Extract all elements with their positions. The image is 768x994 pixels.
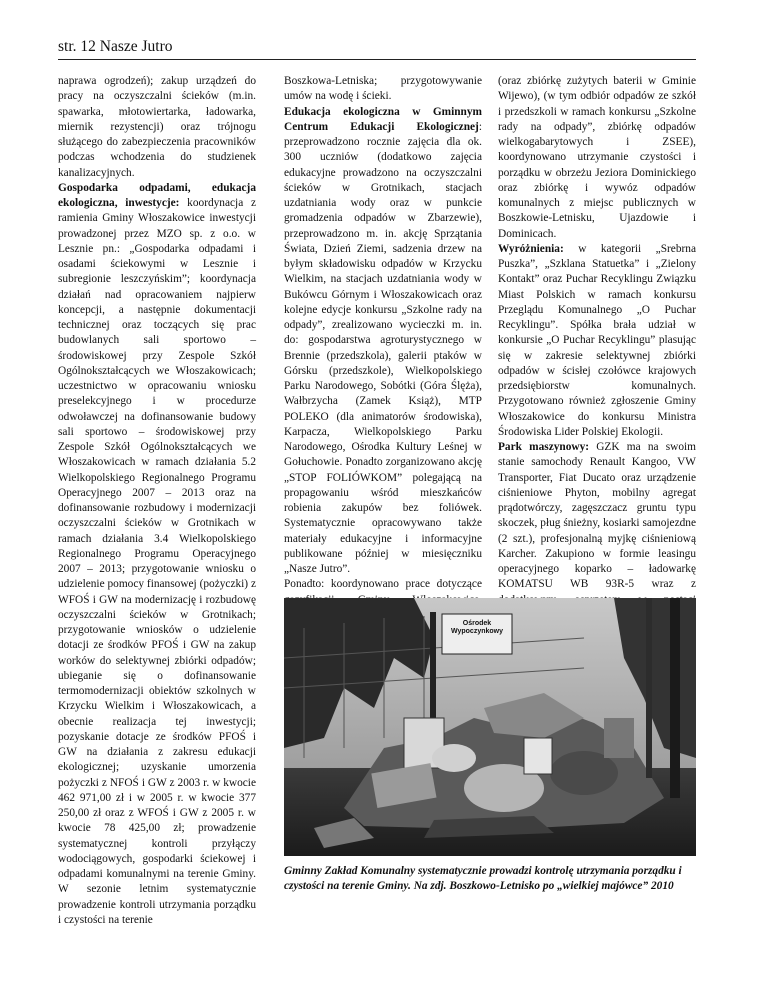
paragraph: naprawa ogrodzeń); zakup urządzeń do pracy na oczyszczalni ścieków (m.in. spawarka, młotowiertarka, ładowarka, miernik rezystencji) oraz trójnogu służącego do zabezpieczenia pracowników podczas wchodzenia do studzienek kanalizacyjnych.: [58, 75, 256, 179]
header-rule: [58, 59, 696, 60]
column-2: [284, 74, 482, 638]
paragraph: Boszkowa-Letniska; przygotowywanie umów na wodę i ścieki.: [284, 75, 482, 103]
paragraph-awards: [498, 242, 696, 440]
sign-label: Ośrodek Wypoczynkowy: [451, 620, 503, 635]
paragraph-text: : przeprowadzono rocznie zajęcia dla ok. 300 uczniów (dodatkowo zajęcia edukacyjne prowadzono na oczyszczalni ścieków w Grotnikach, stacjach uzdatniania wody oraz w punkcie gromadzenia odpadów w Zbarzewie), przeprowadzono m. in. akcję Sprzątania Świata, Dzień Ziemi, sadzenia drzew na byłym składowisku odpadów w Krzycku Wielkim, na stacjach uzdatniania wody w Bukówcu Górnym i Włoszakowicach oraz kolejne edycje konkursu „Szkolne rady na odpady”, zrealizowano wycieczki m. in. do: gospodarstwa agroturystycznego w Brennie (przedszkola), galerii ptaków w Górsku (przedszkole), Wielkopolskiego Parku Narodowego, Sobótki (Góra Ślęża), Wałbrzycha (Zamek Książ), MTP POLEKO (dla animatorów środowiska), Karpacza, Wielkopolskiego Parku Narodowego, Ośrodka Kultury Leśnej w Gołuchowie. Ponadto zorganizowano akcję „STOP FOLIÓWKOM” polegającą na propagowaniu wśród mieszkańców robienia zakupów bez foliówek. Systematycznie opracowywano także materiały edukacyjne i informacyjne publikowane później w miesięczniku „Nasze Jutro”.: [284, 120, 482, 575]
section-heading: Wyróżnienia:: [498, 242, 564, 255]
paragraph-text: w kategorii „Srebrna Puszka”, „Szklana Statuetka” i „Zielony Kontakt” oraz Puchar Recyklingu Związku Miast Polskich w ramach konkursu Przeglądu Komunalnego „O Puchar Recyklingu”. Spółka brała udział w konkursie „O Puchar Recyklingu” plasując się w zakresie selektywnej zbiórki odpadów w ścisłej czołówce krajowych przedsiębiorstw komunalnych. Przygotowano również zgłoszenie Gminy Włoszakowice do konkursu Ministra Środowiska Lider Polskiej Ekologii.: [498, 242, 696, 438]
paragraph-text: koordynacja z ramienia Gminy Włoszakowice inwestycji prowadzonej przez MZO sp. z o.o. w Lesznie pn.: „Gospodarka odpadami i osadami ściekowymi w Lesznie i subregionie leszczyńskim”; koordynacja działań nad opracowaniem najpierw koncepcji, a następnie dokumentacji technicznej oraz toczących się prac budowlanych sali sportowo – środowiskowej przy Zespole Szkół Ogólnokształcących we Włoszakowicach; uczestnictwo w opracowaniu wniosku preselekcyjnego i w procedurze odwoławczej na dofinansowanie budowy sali sportowo – środowiskowej przy Zespole Szkół Ogólnokształcących we Włoszakowicach w ramach działania 5.2 Wielkopolskiego Regionalnego Programu Operacyjnego 2007 – 2013 oraz na dofinansowanie rozbudowy i modernizacji oczyszczalni ścieków w Grotnikach w ramach działania 3.4 Wielkopolskiego Regionalnego Programu Operacyjnego 2007 – 2013; przygotowanie wniosku o udzielenie pomocy finansowej (pożyczki) z WFOŚ i GW na modernizację i rozbudowę oczyszczalni ścieków w Grotnikach; przygotowanie wniosków o udzielenie dotacji ze środków PFOŚ i GW na zakup worków do selektywnej zbiórki odpadów; ubieganie się o dofinansowanie termomodernizacji obiektów szkolnych w Krzycku Wielkim i Włoszakowicach, a obecnie realizacja tej inwestycji; pozyskanie dotacje ze środków PFOŚ i GW na działania z zakresu edukacji ekologicznej; uzyskanie umorzenia pożyczki z NFOŚ i GW z 2003 r. w kwocie 462 971,00 zł i w 2005 r. w kwocie 377 250,00 zł oraz z WFOŚ i GW z 2005 r. w kwocie 78 425,00 zł; prowadzenie systematycznej kontroli przyłączy wodociągowych, gospodarki ściekowej i odpadami komunalnymi na terenie Gminy. W sezonie letnim systematycznie prowadzenie kontroli utrzymania porządku i czystości na terenie: [58, 197, 256, 926]
paragraph-text: GZK ma na swoim stanie samochody Renault Kangoo, VW Transporter, Fiat Ducato oraz urządzenie ciśnieniowe Phyton, mobilny agregat prądotwórczy, zagęszczacz gruntu typu skoczek, pług śnieżny, kosiarki samojezdne (2 szt.), profesjonalną myjkę ciśnieniową Karcher. Zakupiono w formie leasingu operacyjnego koparko – ładowarkę KOMATSU WB 93R-5 wraz z: [498, 441, 696, 591]
section-heading: Park maszynowy:: [498, 441, 590, 453]
photo-caption: Gminny Zakład Komunalny systematycznie prowadzi kontrolę utrzymania porządku i czystości na terenie Gminy. Na zdj. Boszkowo-Letnisko po „wielkiej majówce” 2010: [284, 865, 682, 892]
section-heading: Gospodarka odpadami, edukacja ekologiczna, inwestycje:: [58, 181, 256, 209]
paragraph-machinery: [498, 440, 696, 623]
paragraph: Ponadto: koordynowano prace dotyczące: [284, 578, 482, 591]
page-header: str. 12 Nasze Jutro: [58, 38, 173, 55]
column-1: [58, 74, 256, 928]
photo-waste-pile: [284, 598, 696, 856]
paragraph-waste-management: [58, 181, 256, 928]
column-3: [498, 74, 696, 623]
paragraph: (oraz zbiórkę zużytych baterii w Gminie Wijewo), (w tym odbiór odpadów ze szkół i przedszkoli w ramach konkursu „Szkolne rady na odpady”, zbiórkę odpadów wielkogabarytowych i ZSEE), koordynowano utrzymanie czystości i porządku w obrzeżu Jeziora Dominickiego oraz zbiórkę i wywóz odpadów komunalnych z miejsc publicznych w Boszkowie-Letnisku, Ujazdowie i Dominicach.: [498, 75, 696, 240]
photo-illustration: [284, 598, 696, 856]
paragraph-eco-education: [284, 105, 482, 578]
section-heading: Edukacja ekologiczna w Gminnym Centrum Edukacji Ekologicznej: [284, 105, 482, 133]
